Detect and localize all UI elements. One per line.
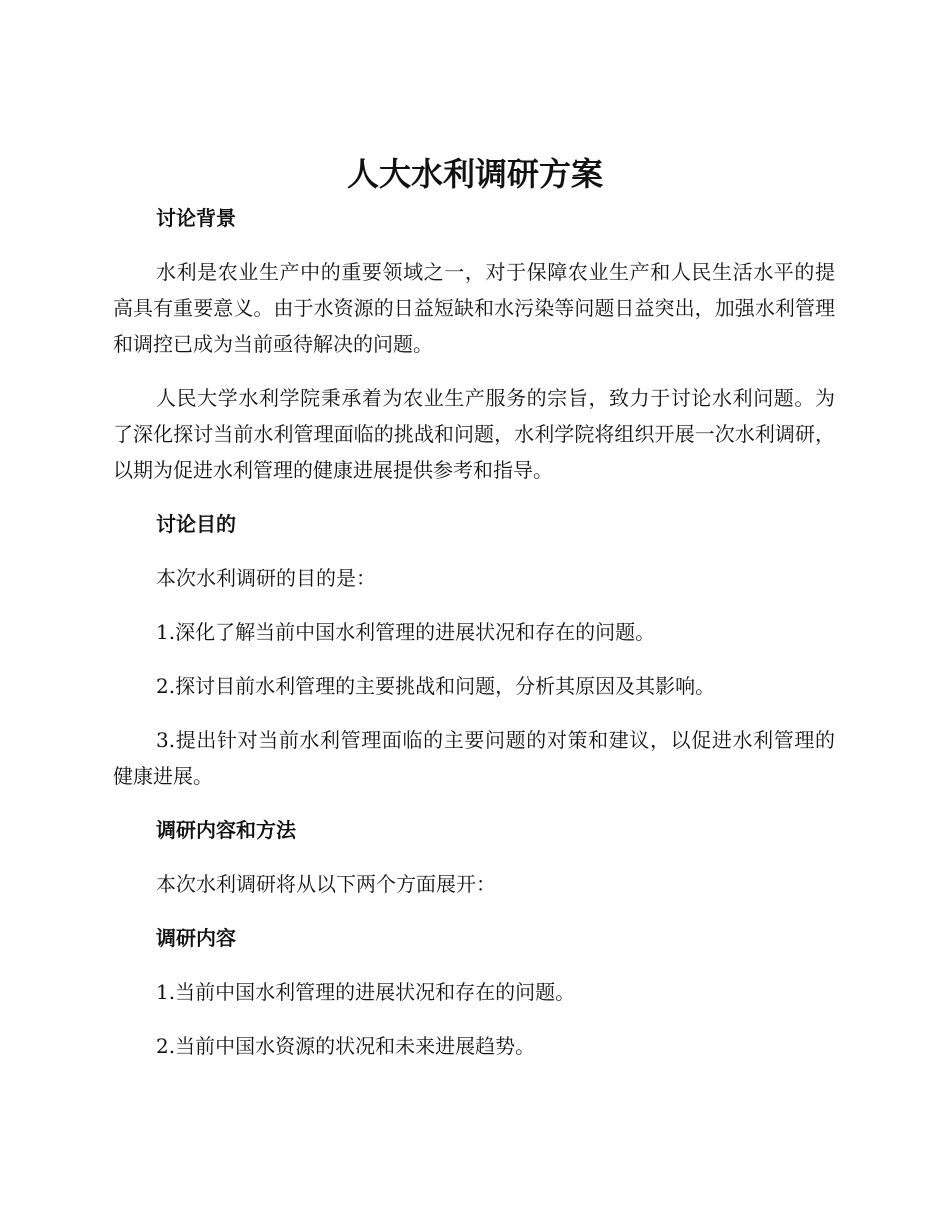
document-title: 人大水利调研方案 (346, 155, 603, 193)
section-heading-purpose: 讨论目的 (156, 512, 236, 536)
list-item-purpose-1: 1.深化了解当前中国水利管理的进展状况和存在的问题。 (156, 620, 656, 644)
list-item-content-2: 2.当前中国水资源的状况和未来进展趋势。 (156, 1034, 536, 1058)
paragraph-purpose-intro: 本次水利调研的目的是： (156, 566, 376, 590)
section-heading-background: 讨论背景 (156, 206, 236, 230)
section-heading-method: 调研内容和方法 (156, 818, 296, 842)
list-item-purpose-3: 3.提出针对当前水利管理面临的主要问题的对策和建议，以促进水利管理的健康进展。 (113, 728, 835, 788)
section-heading-content: 调研内容 (156, 926, 236, 950)
list-item-content-1: 1.当前中国水利管理的进展状况和存在的问题。 (156, 980, 576, 1004)
document-body (113, 200, 835, 1064)
paragraph-method-intro: 本次水利调研将从以下两个方面展开： (156, 872, 496, 896)
list-item-purpose-2: 2.探讨目前水利管理的主要挑战和问题，分析其原因及其影响。 (156, 674, 716, 698)
paragraph-background-2: 人民大学水利学院秉承着为农业生产服务的宗旨，致力于讨论水利问题。为了深化探讨当前水利管理面临的挑战和问题，水利学院将组织开展一次水利调研，以期为促进水利管理的健康进展提供参考和指导。 (113, 386, 835, 482)
paragraph-background-1: 水利是农业生产中的重要领域之一，对于保障农业生产和人民生活水平的提高具有重要意义。由于水资源的日益短缺和水污染等问题日益突出，加强水利管理和调控已成为当前亟待解决的问题。 (113, 260, 835, 356)
